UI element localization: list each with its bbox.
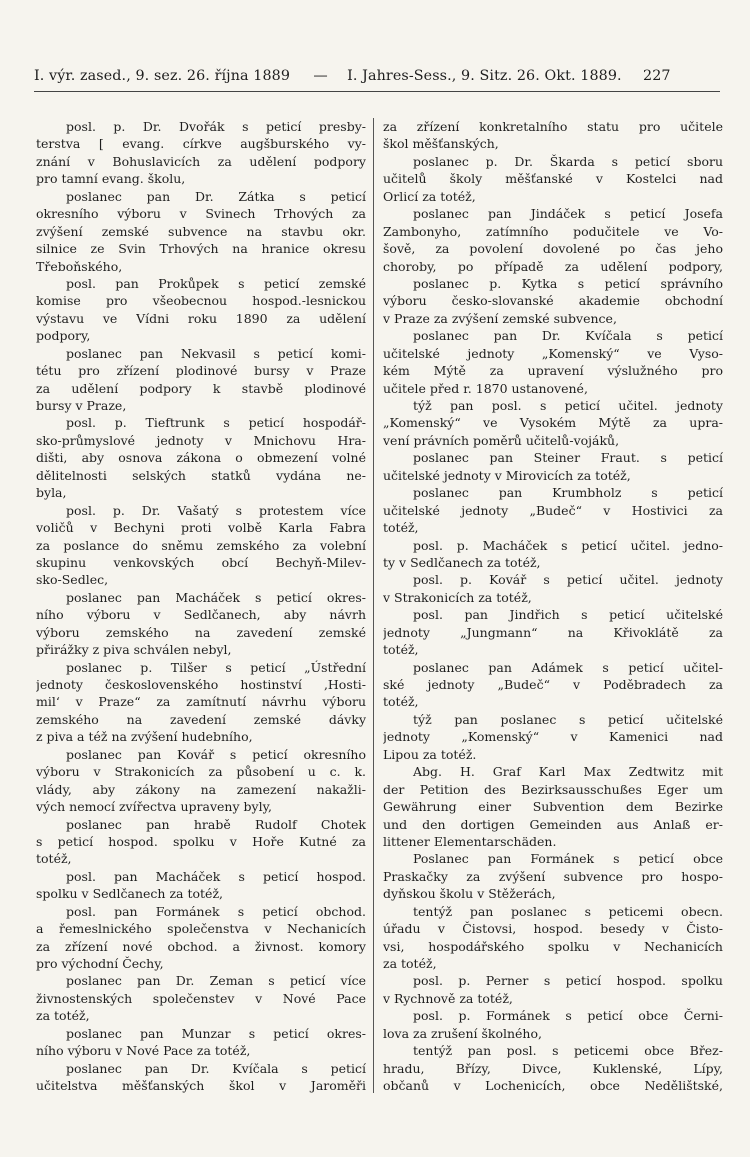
header-czech: I. výr. zased., 9. sez. 26. října 1889 [34, 68, 291, 84]
text-line: voličů v Bechyni proti volbě Karla Fabra [36, 520, 366, 536]
text-line: přirážky z piva schválen nebyl, [36, 642, 232, 658]
text-line: ního výboru v Nové Pace za totéž, [36, 1043, 251, 1059]
text-line: Orlicí za totéž, [383, 188, 476, 204]
text-line: ty v Sedlčanech za totéž, [383, 554, 541, 570]
text-line: byla, [36, 485, 67, 501]
text-line: dyňskou školu v Stěžerách, [383, 886, 556, 902]
text-line: učitelské jednoty „Budeč“ v Hostivici za [383, 502, 723, 518]
text-line: posl. p. Dr. Dvořák s peticí presby- [66, 119, 366, 134]
text-line: komise pro všeobecnou hospod.-lesnickou [36, 293, 366, 309]
text-line: poslanec pan Dr. Zeman s peticí více [66, 973, 366, 989]
text-line: a řemeslnického společenstva v Nechanicích [36, 921, 366, 937]
text-line: v Strakonicích za totéž, [383, 589, 532, 605]
text-line: skupinu venkovských obcí Bechyň-Milev- [36, 554, 366, 570]
text-line: učitelstva měšťanských škol v Jaroměři [36, 1078, 366, 1094]
text-line: ního výboru v Sedlčanech, aby návrh [36, 607, 366, 623]
text-line: sko-průmyslové jednoty v Mnichovu Hra- [36, 432, 366, 448]
text-line: hradu, Břízy, Divce, Kuklenské, Lípy, [383, 1060, 723, 1076]
header-rule [34, 91, 720, 92]
text-line: dělitelnosti selských statků vydána ne- [36, 467, 366, 483]
text-line: poslanec p. Dr. Škarda s peticí sboru [413, 153, 723, 169]
text-line: poslanec pan Dr. Kvíčala s peticí [66, 1060, 366, 1076]
text-line: týž pan poslanec s peticí učitelské [413, 711, 723, 727]
text-line: pro tamní evang. školu, [36, 171, 186, 187]
text-line: totéž, [383, 642, 419, 658]
text-line: posl. p. Dr. Vašatý s protestem více [66, 502, 366, 518]
text-line: posl. p. Formánek s peticí obce Černi- [413, 1008, 723, 1024]
text-line: posl. pan Prokůpek s peticí zemské [66, 275, 366, 291]
text-line: posl. p. Kovář s peticí učitel. jednoty [413, 572, 723, 588]
text-line: v Praze za zvýšení zemské subvence, [383, 310, 617, 326]
text-line: výboru zemského na zavedení zemské [36, 624, 366, 640]
text-line: zvýšení zemské subvence na stavbu okr. [36, 223, 366, 239]
text-line: dišti, aby osnova zákona o obmezení volné [36, 450, 366, 466]
text-line: poslanec pan hrabě Rudolf Chotek [66, 816, 366, 832]
text-line: výboru česko-slovanské akademie obchodní [383, 293, 723, 309]
text-line: poslanec pan Krumbholz s peticí [413, 485, 723, 501]
text-line: posl. p. Macháček s peticí učitel. jedno- [413, 537, 723, 553]
text-line: jednoty „Komenský“ v Kamenici nad [383, 729, 723, 745]
text-line: posl. p. Tieftrunk s peticí hospodář- [66, 415, 366, 431]
text-line: Praskačky za zvýšení subvence pro hospo- [383, 868, 723, 884]
text-line: za zřízení konkretalního statu pro učitele [383, 119, 723, 134]
text-line: ské jednoty „Budeč“ v Poděbradech za [383, 677, 723, 692]
text-line: poslanec pan Kovář s peticí okresního [66, 746, 366, 762]
text-line: choroby, po případě za udělení podpory, [383, 258, 723, 274]
text-line: poslanec p. Tilšer s peticí „Ústřední [66, 659, 366, 675]
text-line: podpory, [36, 328, 91, 344]
text-line: učitelů školy měšťanské v Kostelci nad [383, 171, 723, 187]
text-line: za udělení podpory k stavbě plodinové [36, 380, 366, 396]
text-line: mil‘ v Praze“ za zamítnutí návrhu výboru [36, 694, 366, 710]
text-line: týž pan posl. s peticí učitel. jednoty [413, 398, 723, 413]
text-line: v Rychnově za totéž, [383, 990, 513, 1006]
text-line: Třeboňského, [36, 258, 123, 274]
text-line: poslanec pan Macháček s peticí okres- [66, 589, 366, 605]
text-line: lova za zrušení školného, [383, 1025, 542, 1041]
text-line: znání v Bohuslavicích za udělení podpory [36, 153, 366, 169]
right-column [383, 118, 723, 1095]
text-line: posl. pan Macháček s peticí hospod. [66, 868, 366, 884]
text-line: totéž, [383, 520, 419, 536]
text-line: učitelské jednoty „Komenský“ ve Vyso- [383, 345, 723, 361]
text-line: za zřízení nové obchod. a živnost. komory [36, 938, 366, 954]
text-line: jednoty československého hostinství ‚Hosti- [36, 677, 366, 692]
text-line: totéž, [36, 851, 72, 867]
text-line: Zambonyho, zatímního podučitele ve Vo- [383, 223, 723, 239]
text-line: Gewährung einer Subvention dem Bezirke [383, 799, 723, 815]
text-line: terstva [ evang. církve augšburského vy- [36, 136, 366, 152]
text-line: poslanec pan Steiner Fraut. s peticí [413, 450, 723, 466]
text-line: jednoty „Jungmann“ na Křivoklátě za [383, 624, 723, 640]
text-line: vlády, aby zákony na zamezení nakažli- [36, 781, 366, 797]
text-line: úřadu v Čistovsi, hospod. besedy v Čisto- [383, 921, 723, 937]
text-line: „Komenský“ ve Vysokém Mýtě za upra- [383, 415, 723, 431]
text-line: poslanec pan Nekvasil s peticí komi- [66, 345, 366, 361]
text-line: und den dortigen Gemeinden aus Anlaß er- [383, 816, 723, 832]
text-line: posl. pan Jindřich s peticí učitelské [413, 607, 723, 623]
text-line: s peticí hospod. spolku v Hoře Kutné za [36, 833, 366, 849]
text-line: učitele před r. 1870 ustanovené, [383, 380, 588, 396]
text-line: tentýž pan posl. s peticemi obce Břez- [413, 1043, 723, 1059]
text-line: silnice ze Svin Trhových na hranice okresu [36, 241, 366, 257]
text-line: Lipou za totéž. [383, 746, 477, 762]
header-german: I. Jahres-Sess., 9. Sitz. 26. Okt. 1889. [347, 68, 622, 84]
text-line: škol měšťanských, [383, 136, 499, 152]
text-line: Abg. H. Graf Karl Max Zedtwitz mit [413, 764, 723, 780]
text-line: za totéž, [36, 1008, 90, 1024]
text-line: zemského na zavedení zemské dávky [36, 711, 366, 727]
text-line: vsi, hospodářského spolku v Nechanicích [383, 938, 723, 954]
page-number: 227 [643, 68, 671, 84]
text-line: posl. p. Perner s peticí hospod. spolku [413, 973, 723, 989]
text-line: za poslance do sněmu zemského za volební [36, 537, 366, 553]
text-line: šově, za povolení dovolené po čas jeho [383, 241, 723, 257]
text-line: Poslanec pan Formánek s peticí obce [413, 851, 723, 867]
text-line: poslanec pan Munzar s peticí okres- [66, 1025, 366, 1041]
text-line: výstavu ve Vídni roku 1890 za udělení [36, 310, 366, 326]
text-line: poslanec p. Kytka s peticí správního [413, 275, 723, 291]
text-line: vých nemocí zvířectva upraveny byly, [36, 799, 272, 815]
text-line: pro východní Čechy, [36, 956, 164, 971]
text-line: littener Elementarschäden. [383, 833, 557, 849]
text-line: poslanec pan Dr. Zátka s peticí [66, 188, 366, 204]
text-line: posl. pan Formánek s peticí obchod. [66, 903, 366, 919]
text-line: poslanec pan Adámek s peticí učitel- [413, 659, 723, 675]
text-line: poslanec pan Dr. Kvíčala s peticí [413, 328, 723, 344]
left-column [36, 118, 366, 1095]
text-line: der Petition des Bezirksausschußes Eger um [383, 781, 723, 797]
text-line: výboru v Strakonicích za působení u c. k. [36, 764, 366, 780]
text-line: sko-Sedlec, [36, 572, 109, 588]
running-header [34, 68, 724, 84]
text-line: učitelské jednoty v Mirovicích za totéž, [383, 467, 631, 483]
text-line: totéž, [383, 694, 419, 710]
text-line: okresního výboru v Svinech Trhových za [36, 206, 366, 222]
text-line: tétu pro zřízení plodinové bursy v Praze [36, 363, 366, 379]
text-line: občanů v Lochenicích, obce Nedělištské, [383, 1078, 723, 1094]
text-line: za totéž, [383, 956, 437, 971]
header-separator: — [313, 68, 328, 84]
text-line: poslanec pan Jindáček s peticí Josefa [413, 206, 723, 222]
text-line: spolku v Sedlčanech za totéž, [36, 886, 223, 902]
text-line: kém Mýtě za upravení výslužného pro [383, 363, 723, 379]
text-line: z piva a též na zvýšení hudebního, [36, 729, 253, 745]
column-divider [373, 118, 374, 1093]
text-line: vení právních poměrů učitelů-vojáků, [383, 432, 620, 448]
text-line: živnostenských společenstev v Nové Pace [36, 990, 366, 1006]
text-line: bursy v Praze, [36, 398, 127, 413]
text-line: tentýž pan poslanec s peticemi obecn. [413, 903, 723, 919]
